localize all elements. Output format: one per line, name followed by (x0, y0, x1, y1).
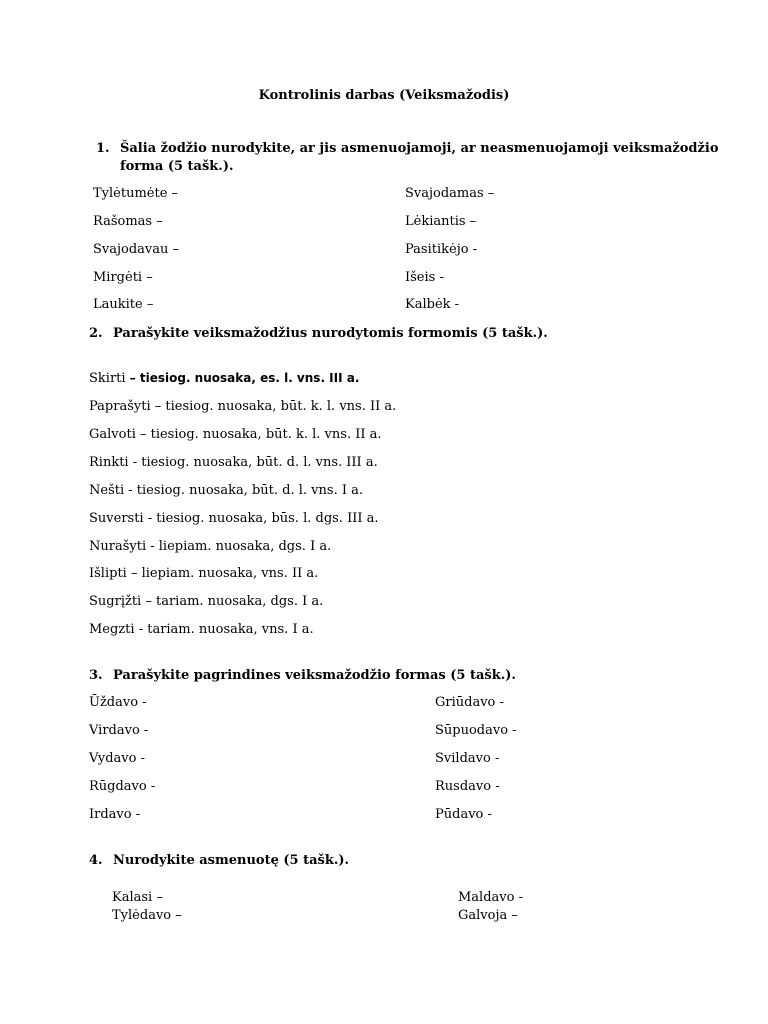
q4-left-item: Kalasi – (112, 890, 163, 905)
q3-right-item: Griūdavo - (435, 695, 504, 710)
q2-item: Išlipti – liepiam. nuosaka, vns. II a. (89, 566, 319, 581)
q1-heading-line1: Šalia žodžio nurodykite, ar jis asmenuojamoji, ar neasmenuojamoji veiksmažodžio (120, 141, 719, 156)
q3-right-item: Sūpuodavo - (435, 723, 517, 738)
q3-left-item: Vydavo - (89, 751, 145, 766)
q1-left-item: Tylėtumėte – (93, 186, 179, 201)
q1-right-item: Kalbėk - (405, 297, 460, 312)
q2-example-word: Skirti (89, 371, 126, 386)
q3-left-item: Irdavo - (89, 807, 141, 822)
q2-example-description: – tiesiog. nuosaka, es. l. vns. III a. (129, 371, 360, 385)
q2-item: Nurašyti - liepiam. nuosaka, dgs. I a. (89, 539, 332, 554)
q2-heading: Parašykite veiksmažodžius nurodytomis formomis (5 tašk.). (113, 326, 548, 341)
q3-right-item: Pūdavo - (435, 807, 492, 822)
q2-item: Suversti - tiesiog. nuosaka, būs. l. dgs. III a. (89, 511, 379, 526)
q3-right-item: Rusdavo - (435, 779, 500, 794)
q1-left-item: Svajodavau – (93, 242, 180, 257)
q3-right-item: Svildavo - (435, 751, 500, 766)
q4-number: 4. (89, 853, 103, 868)
q3-left-item: Ūždavo - (89, 695, 147, 710)
q4-left-item: Tylėdavo – (112, 908, 182, 923)
q1-left-item: Rašomas – (93, 214, 163, 229)
q4-right-item: Galvoja – (458, 908, 518, 923)
q4-right-item: Maldavo - (458, 890, 523, 905)
q2-item: Sugrįžti – tariam. nuosaka, dgs. I a. (89, 594, 324, 609)
q2-item: Rinkti - tiesiog. nuosaka, būt. d. l. vns. III a. (89, 455, 378, 470)
q2-item: Paprašyti – tiesiog. nuosaka, būt. k. l. vns. II a. (89, 399, 397, 414)
q3-heading: Parašykite pagrindines veiksmažodžio formas (5 tašk.). (113, 668, 516, 683)
q1-right-item: Svajodamas – (405, 186, 495, 201)
q3-left-item: Rūgdavo - (89, 779, 156, 794)
q1-left-item: Laukite – (93, 297, 154, 312)
q1-heading-line2: forma (5 tašk.). (120, 159, 234, 174)
q2-example-line (89, 371, 359, 386)
q1-right-item: Lėkiantis – (405, 214, 477, 229)
q1-left-item: Mirgėti – (93, 270, 153, 285)
q2-item: Nešti - tiesiog. nuosaka, būt. d. l. vns. I a. (89, 483, 363, 498)
document-title: Kontrolinis darbas (Veiksmažodis) (258, 88, 510, 103)
q3-number: 3. (89, 668, 103, 683)
q2-number: 2. (89, 326, 103, 341)
q1-right-item: Išeis - (405, 270, 444, 285)
q3-left-item: Virdavo - (89, 723, 149, 738)
q1-number: 1. (96, 141, 110, 156)
q2-item: Galvoti – tiesiog. nuosaka, būt. k. l. vns. II a. (89, 427, 382, 442)
q1-right-item: Pasitikėjo - (405, 242, 478, 257)
q2-item: Megzti - tariam. nuosaka, vns. I a. (89, 622, 314, 637)
q4-heading: Nurodykite asmenuotę (5 tašk.). (113, 853, 350, 868)
